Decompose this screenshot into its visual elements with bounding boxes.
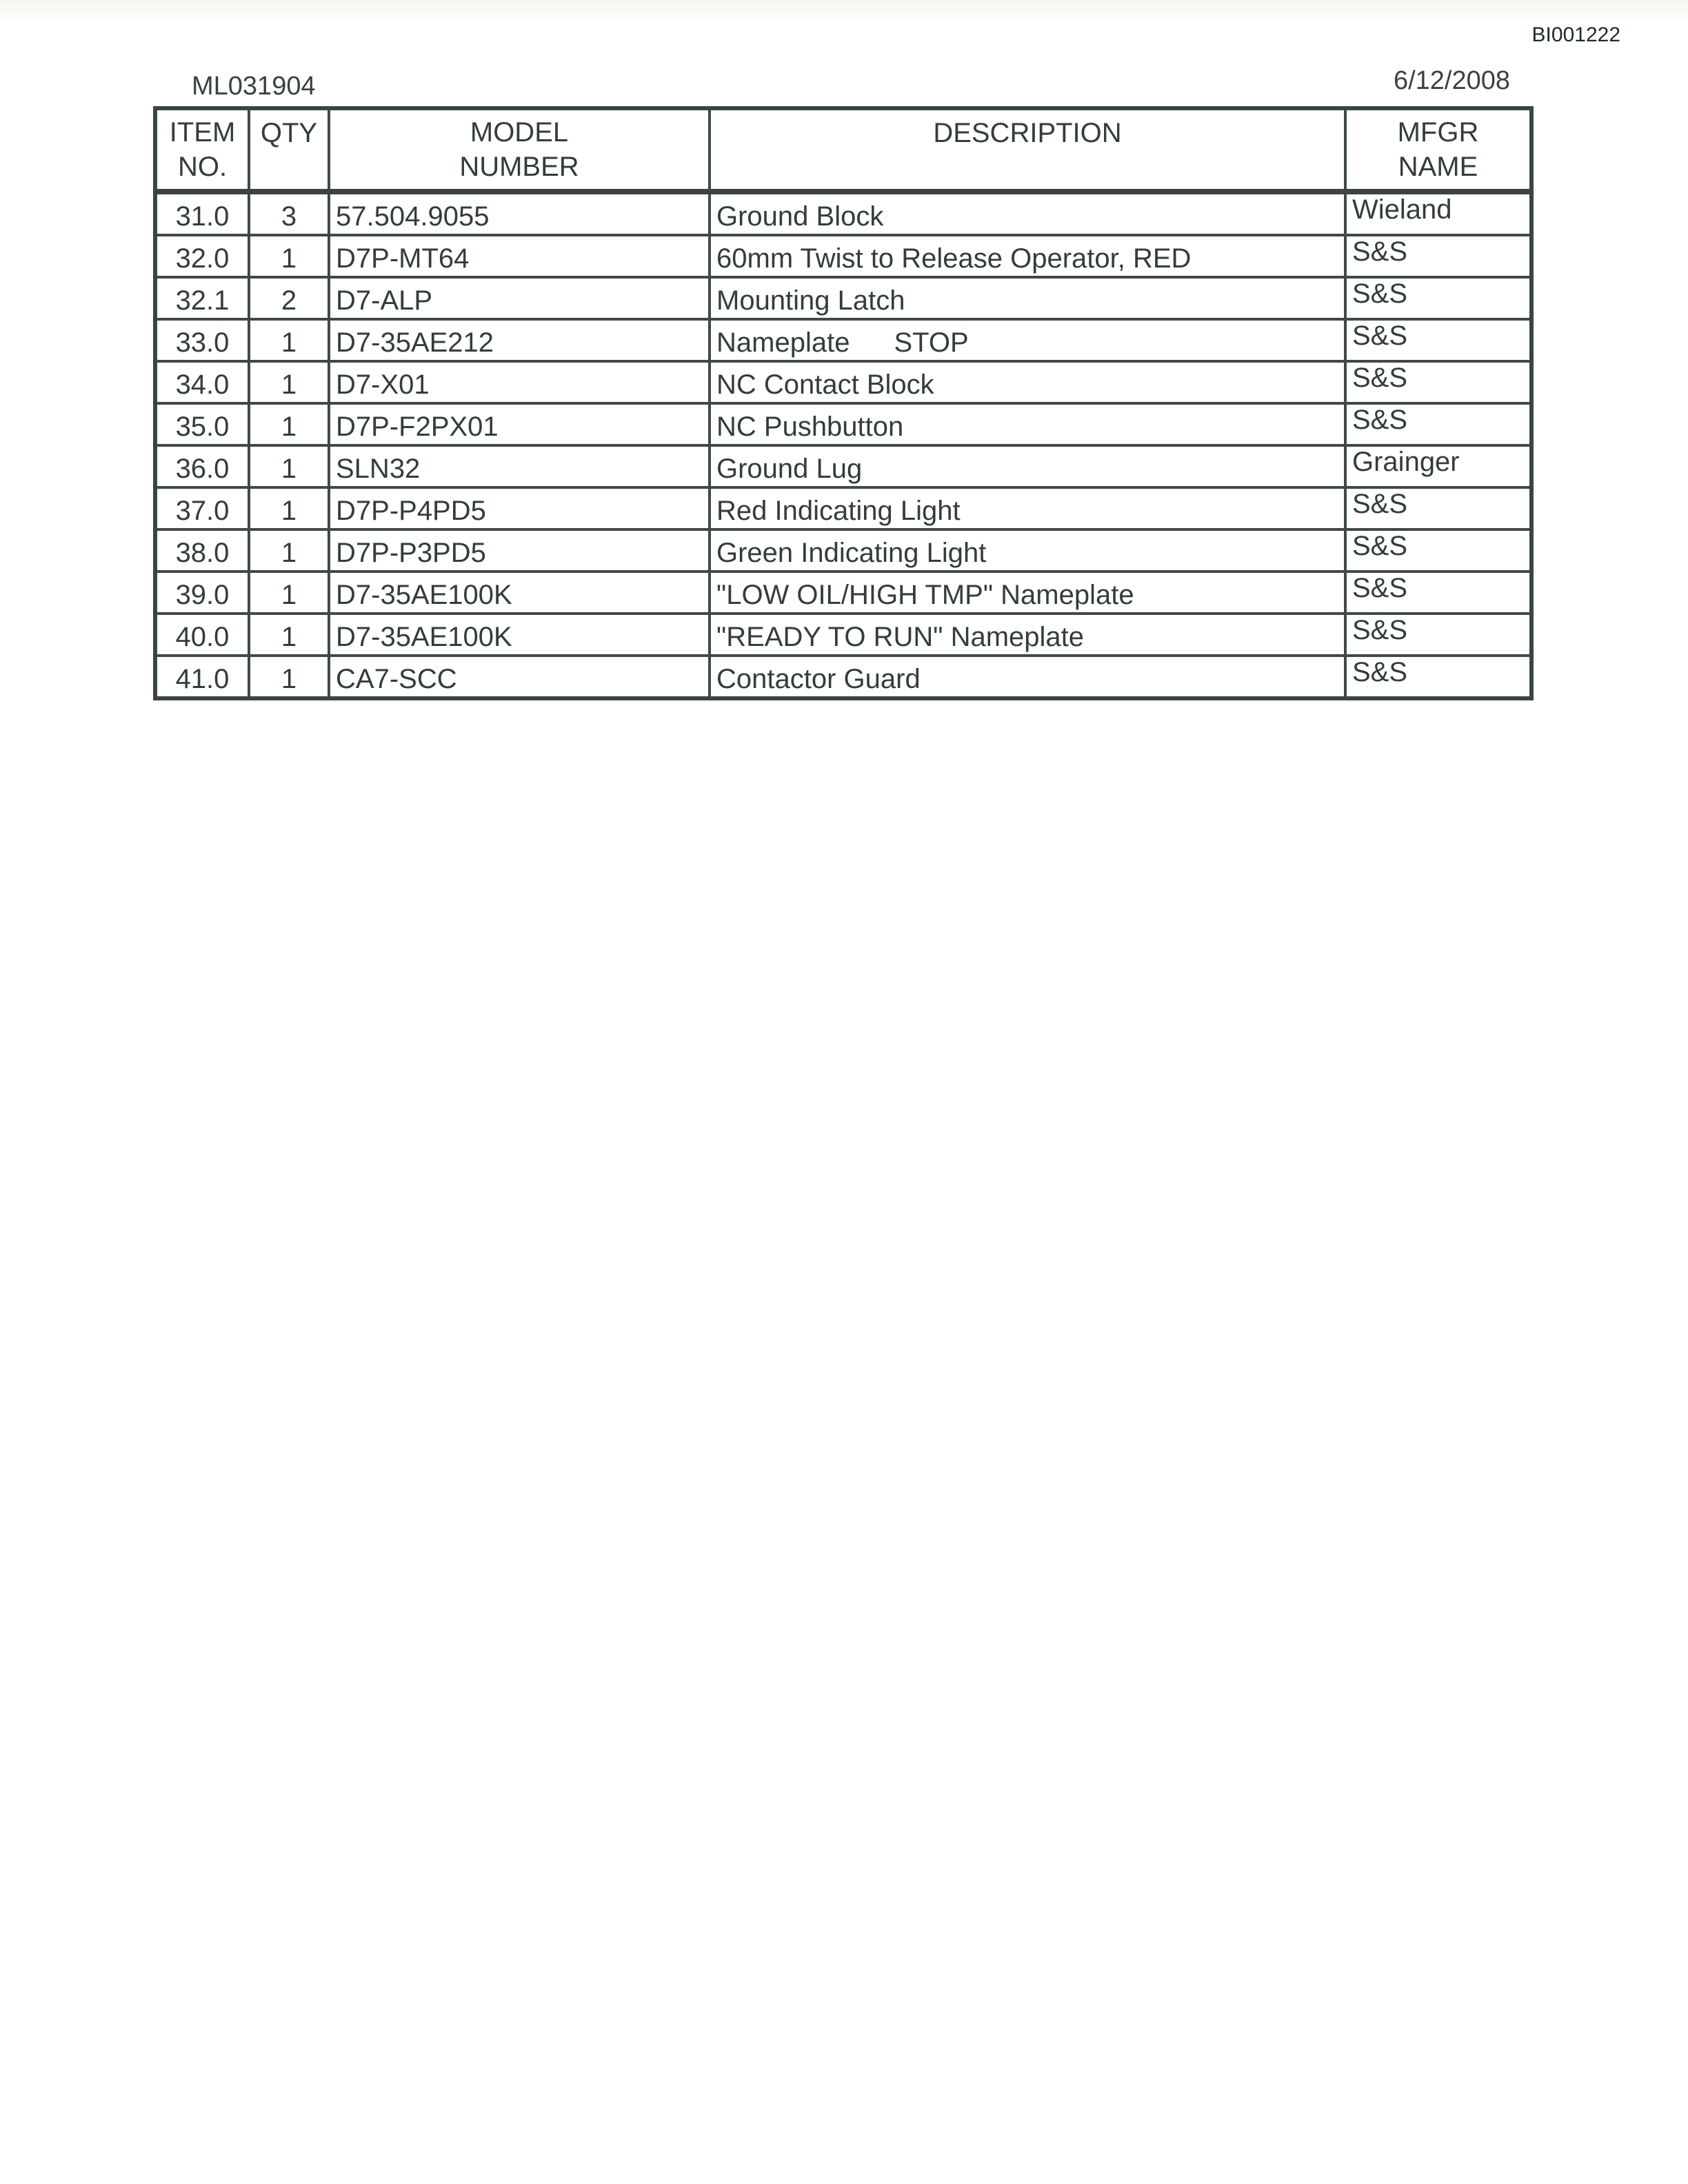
table-row (155, 572, 1531, 614)
qty-cell: 1 (249, 235, 329, 277)
mfgr-name-cell: S&S (1345, 403, 1531, 445)
description-cell: "LOW OIL/HIGH TMP" Nameplate (710, 572, 1345, 614)
table-row (155, 614, 1531, 656)
table-row (155, 235, 1531, 277)
item-number-cell: 32.1 (155, 277, 249, 319)
description-cell: Ground Block (710, 192, 1345, 235)
model-number-cell: SLN32 (329, 445, 710, 487)
description-cell: Ground Lug (710, 445, 1345, 487)
item-number-cell: 41.0 (155, 656, 249, 698)
column-header-mfgr-name (1345, 108, 1531, 192)
description-cell: Mounting Latch (710, 277, 1345, 319)
qty-cell: 3 (249, 192, 329, 235)
column-header-qty-label: QTY (260, 118, 318, 148)
column-header-model-line2: NUMBER (459, 152, 579, 182)
table-row (155, 361, 1531, 403)
table-row (155, 445, 1531, 487)
column-header-description (710, 108, 1345, 192)
column-header-description-label: DESCRIPTION (933, 118, 1122, 148)
qty-cell: 2 (249, 277, 329, 319)
qty-cell: 1 (249, 445, 329, 487)
mfgr-name-cell: S&S (1345, 572, 1531, 614)
mfgr-name-cell: S&S (1345, 614, 1531, 656)
document-date: 6/12/2008 (1393, 66, 1510, 95)
item-number-cell: 33.0 (155, 319, 249, 361)
qty-cell: 1 (249, 614, 329, 656)
qty-cell: 1 (249, 319, 329, 361)
model-number-cell: CA7-SCC (329, 656, 710, 698)
description-cell: Green Indicating Light (710, 529, 1345, 572)
mfgr-name-cell: S&S (1345, 277, 1531, 319)
qty-cell: 1 (249, 403, 329, 445)
column-header-item-line2: NO. (177, 152, 228, 182)
column-header-model-line1: MODEL (470, 117, 569, 148)
qty-cell: 1 (249, 572, 329, 614)
description-text: Nameplate (716, 327, 850, 358)
item-number-cell: 35.0 (155, 403, 249, 445)
column-header-mfgr-line2: NAME (1398, 152, 1478, 182)
description-cell (710, 319, 1345, 361)
qty-cell: 1 (249, 361, 329, 403)
table-row (155, 319, 1531, 361)
model-number-cell: 57.504.9055 (329, 192, 710, 235)
job-number: ML031904 (192, 72, 316, 101)
item-number-cell: 37.0 (155, 487, 249, 529)
mfgr-name-cell: Grainger (1345, 445, 1531, 487)
model-number-cell: D7P-MT64 (329, 235, 710, 277)
column-header-item-line1: ITEM (169, 117, 236, 148)
qty-cell: 1 (249, 487, 329, 529)
mfgr-name-cell: S&S (1345, 361, 1531, 403)
parts-list-table (153, 106, 1534, 700)
table-row (155, 277, 1531, 319)
mfgr-name-cell: S&S (1345, 235, 1531, 277)
column-header-model-number (329, 108, 710, 192)
description-cell: "READY TO RUN" Nameplate (710, 614, 1345, 656)
qty-cell: 1 (249, 656, 329, 698)
model-number-cell: D7-ALP (329, 277, 710, 319)
column-header-mfgr-line1: MFGR (1397, 117, 1479, 148)
description-cell: Contactor Guard (710, 656, 1345, 698)
model-number-cell: D7-35AE212 (329, 319, 710, 361)
description-extra-text: STOP (894, 327, 969, 358)
item-number-cell: 36.0 (155, 445, 249, 487)
qty-cell: 1 (249, 529, 329, 572)
table-row (155, 529, 1531, 572)
item-number-cell: 40.0 (155, 614, 249, 656)
table-row (155, 656, 1531, 698)
scan-top-edge (0, 0, 1688, 23)
column-header-qty (249, 108, 329, 192)
model-number-cell: D7P-P4PD5 (329, 487, 710, 529)
mfgr-name-cell: Wieland (1345, 192, 1531, 235)
table-row (155, 403, 1531, 445)
model-number-cell: D7-X01 (329, 361, 710, 403)
item-number-cell: 34.0 (155, 361, 249, 403)
document-id: BI001222 (1531, 23, 1620, 46)
mfgr-name-cell: S&S (1345, 319, 1531, 361)
table-row (155, 192, 1531, 235)
item-number-cell: 39.0 (155, 572, 249, 614)
model-number-cell: D7P-P3PD5 (329, 529, 710, 572)
model-number-cell: D7-35AE100K (329, 572, 710, 614)
mfgr-name-cell: S&S (1345, 529, 1531, 572)
mfgr-name-cell: S&S (1345, 656, 1531, 698)
mfgr-name-cell: S&S (1345, 487, 1531, 529)
table-header-row (155, 108, 1531, 192)
item-number-cell: 31.0 (155, 192, 249, 235)
column-header-item-no (155, 108, 249, 192)
table-row (155, 487, 1531, 529)
description-cell: NC Pushbutton (710, 403, 1345, 445)
description-cell: Red Indicating Light (710, 487, 1345, 529)
model-number-cell: D7P-F2PX01 (329, 403, 710, 445)
model-number-cell: D7-35AE100K (329, 614, 710, 656)
description-cell: 60mm Twist to Release Operator, RED (710, 235, 1345, 277)
item-number-cell: 38.0 (155, 529, 249, 572)
item-number-cell: 32.0 (155, 235, 249, 277)
description-cell: NC Contact Block (710, 361, 1345, 403)
table-body (155, 192, 1531, 698)
